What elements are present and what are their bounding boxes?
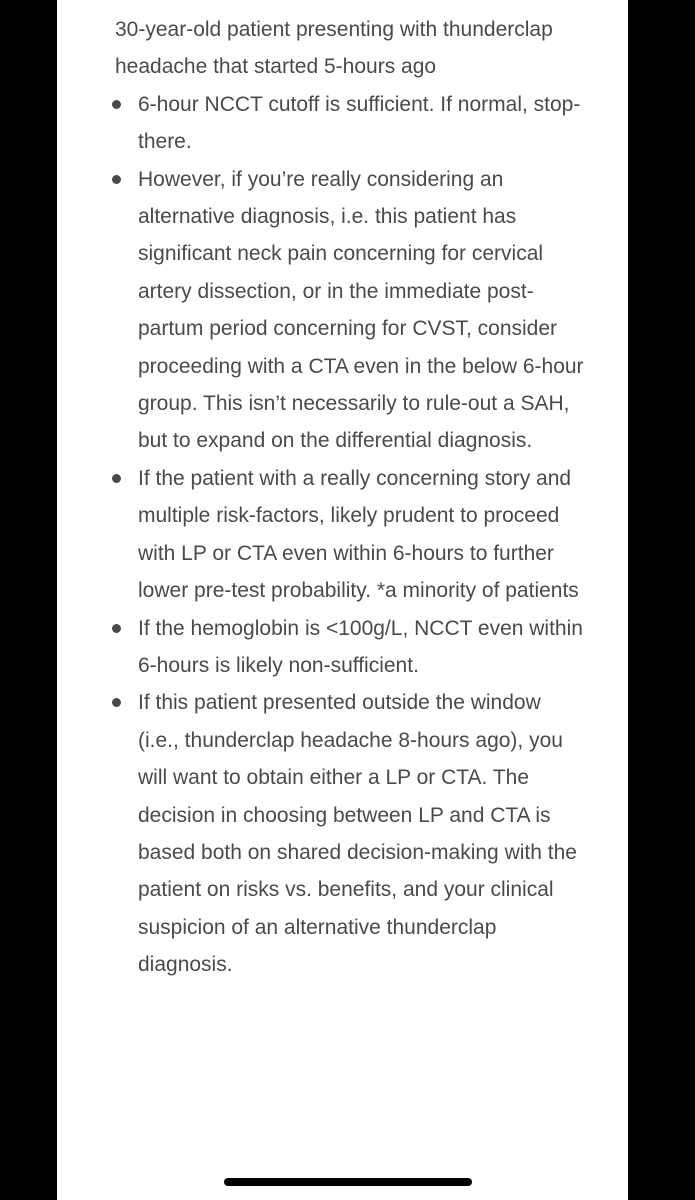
home-indicator[interactable]: [224, 1178, 472, 1186]
bullet-icon: [112, 100, 121, 109]
list-item-text: If this patient presented outside the window (i.e., thunderclap headache 8-hours ago), you will want to obtain either a LP or CTA. The decision in choosing between LP and CTA is based both on shared decision-making with the patient on risks vs. benefits, and your clinical suspicion of an alternative thunderclap diagnosis.: [138, 691, 577, 977]
document-page: [57, 0, 628, 1200]
bullet-icon: [112, 698, 121, 707]
list-item: [115, 684, 585, 983]
bullet-icon: [112, 624, 121, 633]
list-item-text: If the patient with a really concerning story and multiple risk-factors, likely prudent to proceed with LP or CTA even within 6-hours to further lower pre-test probability. *a minority of patients: [138, 466, 579, 603]
bullet-icon: [112, 175, 121, 184]
list-item: [115, 460, 585, 610]
list-item-text: If the hemoglobin is <100g/L, NCCT even within 6-hours is likely non-sufficient.: [138, 616, 583, 677]
list-item-text: However, if you’re really considering an alternative diagnosis, i.e. this patient has significant neck pain concerning for cervical artery dissection, or in the immediate post-partum period concerning for CVST, consider proceeding with a CTA even in the below 6-hour group. This isn’t necessarily to rule-out a SAH, but to expand on the differential diagnosis.: [138, 167, 584, 453]
list-item-text: 6-hour NCCT cutoff is sufficient. If normal, stop-there.: [138, 92, 581, 154]
article-body: [115, 11, 585, 984]
list-item: [115, 161, 585, 460]
list-item: [115, 610, 585, 685]
list-item: [115, 86, 585, 161]
intro-paragraph: 30-year-old patient presenting with thunderclap headache that started 5-hours ago: [115, 18, 553, 79]
bullet-list: [115, 86, 585, 984]
bullet-icon: [112, 474, 121, 483]
